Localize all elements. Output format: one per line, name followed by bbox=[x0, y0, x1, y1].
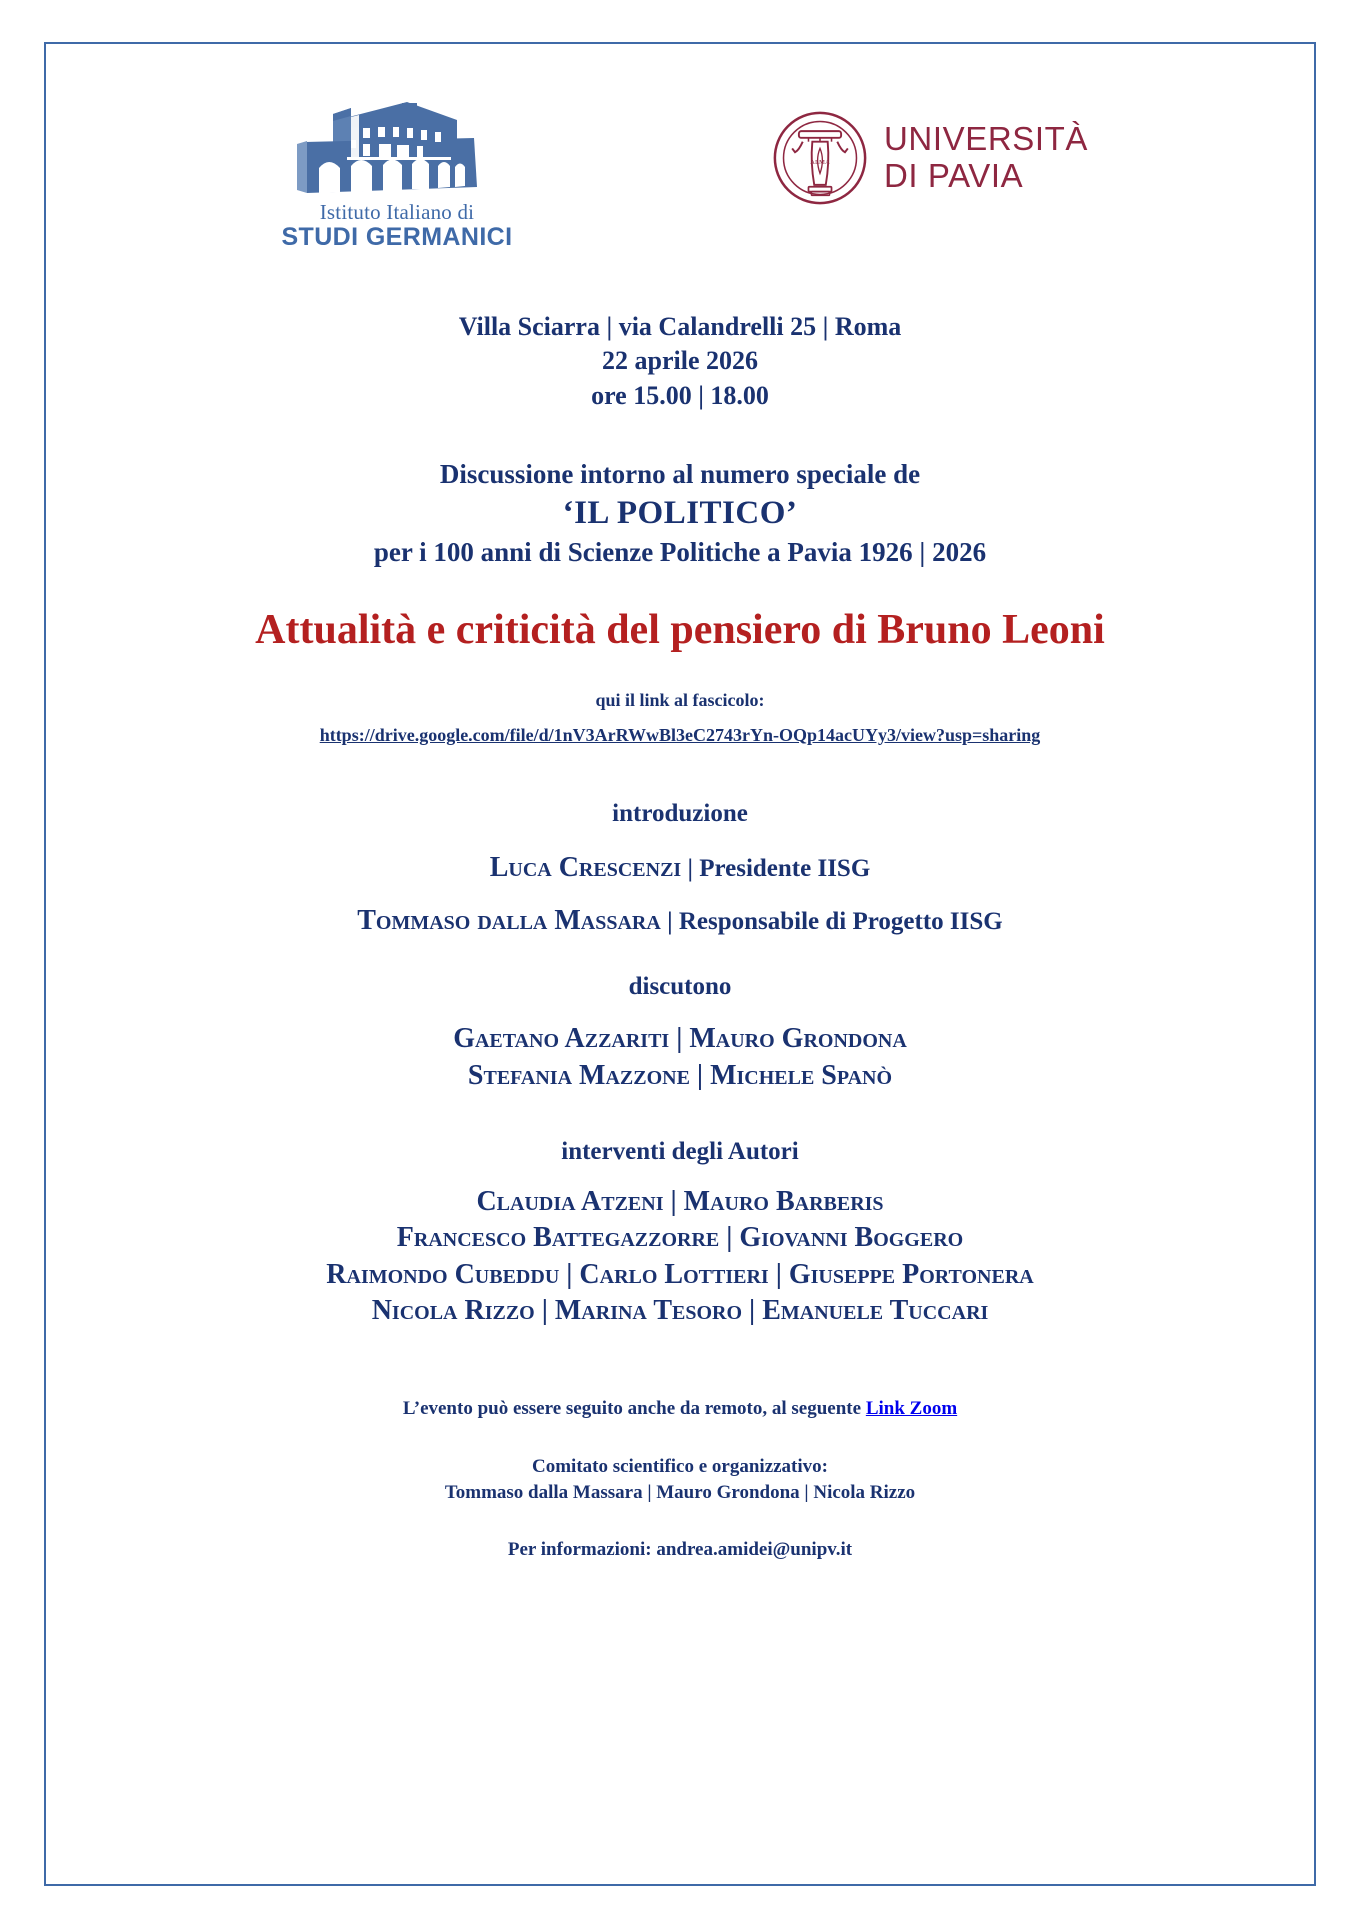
discussant-row: Stefania Mazzone | Michele Spanò bbox=[467, 1059, 893, 1091]
venue-block bbox=[106, 310, 1254, 413]
iisg-logo-line1: Istituto Italiano di bbox=[319, 200, 475, 224]
author-row: Claudia Atzeni | Mauro Barberis bbox=[476, 1186, 884, 1217]
special-issue-block bbox=[106, 457, 1254, 570]
pavia-logo-text bbox=[884, 121, 1088, 195]
pavia-logo-line1: UNIVERSITÀ bbox=[883, 120, 1089, 158]
speaker-row: Tommaso dalla Massara | Responsabile di Progetto IISG bbox=[357, 905, 1003, 937]
university-seal-icon bbox=[772, 110, 868, 206]
discutono-names bbox=[106, 1021, 1254, 1094]
discussant-row: Gaetano Azzariti | Mauro Grondona bbox=[453, 1023, 907, 1055]
speaker-role: Responsabile di Progetto IISG bbox=[678, 908, 1003, 936]
contact-info: Per informazioni: andrea.amidei@unipv.it bbox=[507, 1538, 853, 1560]
author-row: Raimondo Cubeddu | Carlo Lottieri | Giuseppe Portonera bbox=[326, 1258, 1034, 1290]
footer bbox=[106, 1398, 1254, 1561]
committee-names: Tommaso dalla Massara | Mauro Grondona | Nicola Rizzo bbox=[444, 1482, 916, 1504]
speaker-name: Tommaso dalla Massara bbox=[357, 905, 661, 937]
flyer-content bbox=[44, 42, 1316, 1561]
special-issue-anniversary: per i 100 anni di Scienze Politiche a Pavia 1926 | 2026 bbox=[373, 536, 987, 567]
venue-location: Villa Sciarra | via Calandrelli 25 | Roma bbox=[458, 312, 902, 341]
speaker-name: Luca Crescenzi bbox=[489, 851, 682, 883]
villa-sciarra-building-icon bbox=[289, 94, 504, 199]
remote-note-text: L’evento può essere seguito anche da remoto, al seguente bbox=[402, 1397, 866, 1419]
logo-row bbox=[106, 94, 1254, 264]
fascicolo-link[interactable]: https://drive.google.com/file/d/1nV3ArRWwBl3eC2743rYn-OQp14acUYy3/view?usp=sharing bbox=[319, 724, 1041, 745]
remote-note bbox=[106, 1398, 1254, 1420]
venue-date: 22 aprile 2026 bbox=[602, 346, 758, 376]
section-label-introduzione: introduzione bbox=[612, 799, 748, 827]
author-row: Francesco Battegazzorre | Giovanni Boggero bbox=[396, 1222, 964, 1254]
section-label-autori: interventi degli Autori bbox=[561, 1138, 799, 1165]
iisg-logo bbox=[272, 94, 522, 252]
author-row: Nicola Rizzo | Marina Tesoro | Emanuele Tuccari bbox=[371, 1295, 989, 1327]
iisg-logo-line2: STUDI GERMANICI bbox=[281, 223, 513, 252]
committee-block bbox=[106, 1454, 1254, 1507]
speaker-row: Luca Crescenzi | Presidente IISG bbox=[489, 851, 871, 883]
section-label-discutono: discutono bbox=[628, 973, 732, 1001]
speaker-role: Presidente IISG bbox=[699, 854, 871, 882]
autori-names bbox=[106, 1184, 1254, 1330]
special-issue-journal: ‘IL POLITICO’ bbox=[562, 495, 798, 532]
svg-text:ALMA: ALMA bbox=[810, 158, 830, 166]
fascicolo-label: qui il link al fascicolo: bbox=[595, 689, 765, 710]
venue-time: ore 15.00 | 18.00 bbox=[591, 380, 769, 410]
zoom-link[interactable]: Link Zoom bbox=[865, 1397, 958, 1419]
page-title: Attualità e criticità del pensiero di Bruno Leoni bbox=[255, 607, 1105, 654]
special-issue-intro: Discussione intorno al numero speciale de bbox=[439, 458, 921, 489]
committee-label: Comitato scientifico e organizzativo: bbox=[532, 1455, 828, 1477]
pavia-logo bbox=[772, 110, 1088, 206]
pavia-logo-line2: DI PAVIA bbox=[883, 157, 1024, 194]
